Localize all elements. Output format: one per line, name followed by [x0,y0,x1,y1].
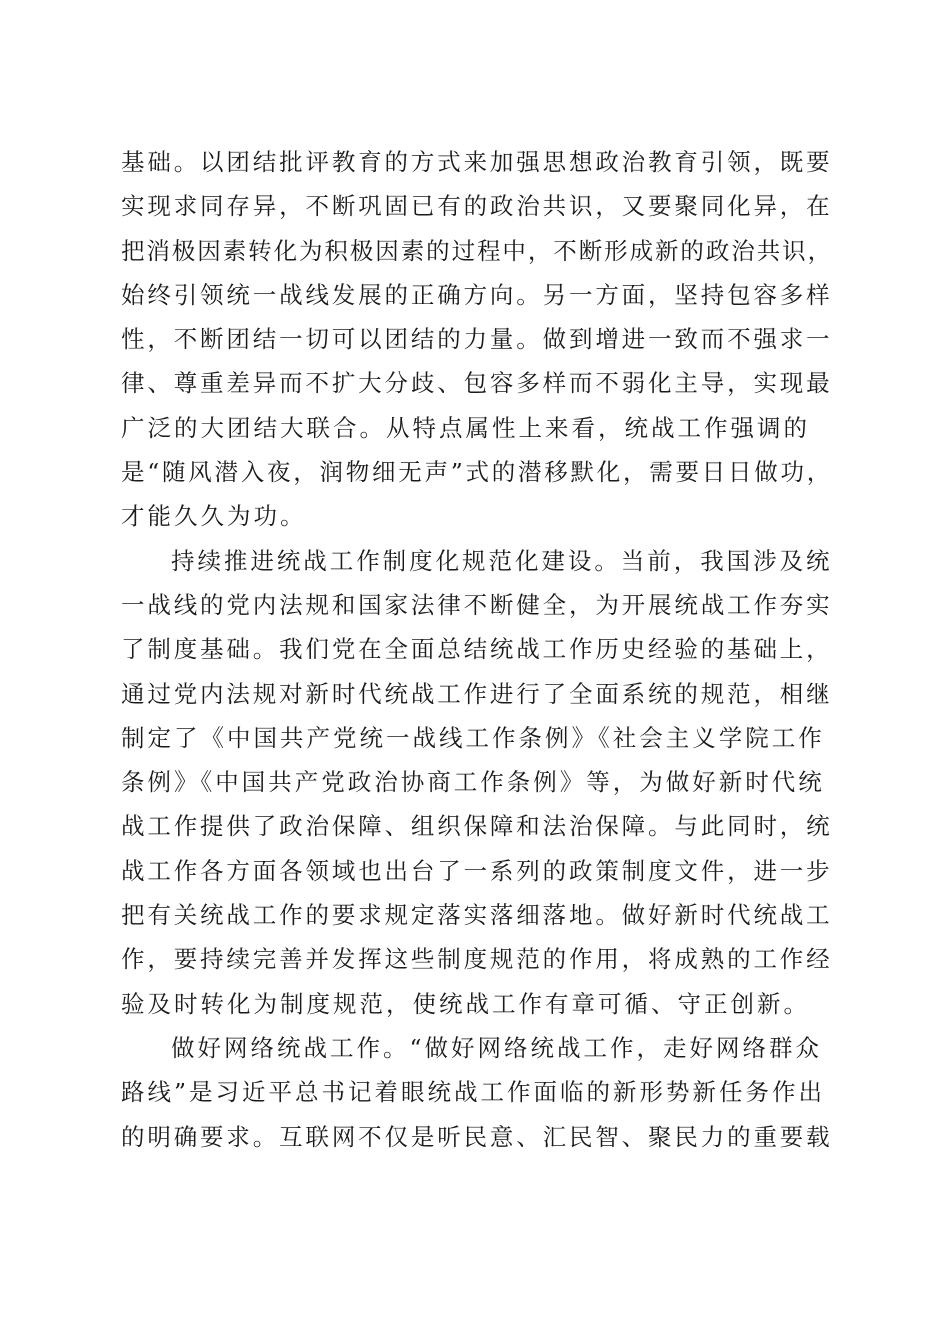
text-line: 了制度基础。我们党在全面总结统战工作历史经验的基础上， [121,635,833,664]
text-line: 验及时转化为制度规范，使统战工作有章可循、守正创新。 [121,989,810,1018]
text-line: 路线”是习近平总书记着眼统战工作面临的新形势新任务作出 [121,1078,826,1107]
text-line: 战工作各方面各领域也出台了一系列的政策制度文件，进一步 [121,856,833,885]
text-line: 作，要持续完善并发挥这些制度规范的作用，将成熟的工作经 [121,945,833,974]
text-line: 基础。以团结批评教育的方式来加强思想政治教育引领，既要 [121,148,833,176]
text-line: 的明确要求。互联网不仅是听民意、汇民智、聚民力的重要载 [121,1122,833,1151]
text-line: 战工作提供了政治保障、组织保障和法治保障。与此同时，统 [121,812,833,841]
text-line: 是“随风潜入夜，润物细无声”式的潜移默化，需要日日做功， [121,458,834,487]
text-line: 制定了《中国共产党统一战线工作条例》《社会主义学院工作 [121,723,825,752]
text-line: 一战线的党内法规和国家法律不断健全，为开展统战工作夯实 [121,590,833,619]
paragraph-first-line: 做好网络统战工作。“做好网络统战工作，走好网络群众 [171,1033,823,1062]
text-line: 条例》《中国共产党政治协商工作条例》等，为做好新时代统 [121,768,825,797]
text-line: 广泛的大团结大联合。从特点属性上来看，统战工作强调的 [121,413,810,442]
text-line: 把消极因素转化为积极因素的过程中，不断形成新的政治共识， [121,236,833,265]
text-line: 律、尊重差异而不扩大分歧、包容多样而不弱化主导，实现最 [121,369,833,398]
text-line: 把有关统战工作的要求规定落实落细落地。做好新时代统战工 [121,901,833,930]
paragraph-first-line: 持续推进统战工作制度化规范化建设。当前，我国涉及统 [171,546,833,575]
text-line: 始终引领统一战线发展的正确方向。另一方面，坚持包容多样 [121,280,833,309]
text-line: 才能久久为功。 [121,502,307,531]
text-line: 性，不断团结一切可以团结的力量。做到增进一致而不强求一 [121,325,833,354]
document-body [121,140,833,1159]
text-line: 实现求同存异，不断巩固已有的政治共识，又要聚同化异，在 [121,192,833,221]
text-line: 通过党内法规对新时代统战工作进行了全面系统的规范，相继 [121,679,833,708]
